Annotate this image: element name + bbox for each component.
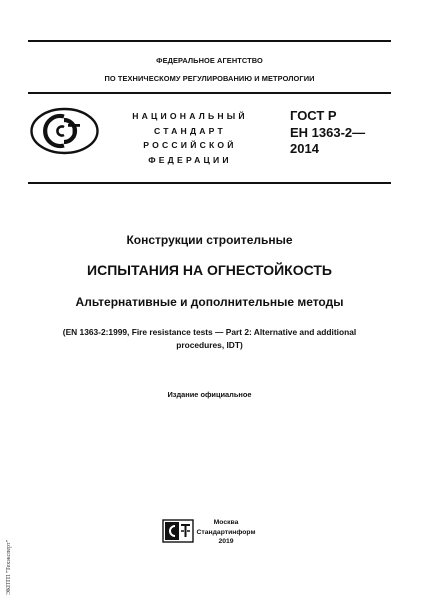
national-line-4: ФЕДЕРАЦИИ bbox=[148, 154, 232, 165]
edition-label: Издание официальное bbox=[167, 390, 252, 399]
national-line-3: РОССИЙСКОЙ bbox=[143, 140, 237, 150]
equivalence-line-2: procedures, IDT) bbox=[176, 340, 243, 350]
equivalence-line-1: (EN 1363-2:1999, Fire resistance tests — Part 2: Alternative and additional bbox=[62, 327, 357, 337]
top-divider bbox=[28, 40, 391, 42]
publisher-imprint bbox=[196, 518, 256, 547]
side-watermark-note: ЭКПТП "Техэксперт" bbox=[6, 539, 12, 595]
standartinform-logo-icon bbox=[162, 519, 194, 543]
agency-name-line-2: ПО ТЕХНИЧЕСКОМУ РЕГУЛИРОВАНИЮ И МЕТРОЛОГИИ bbox=[104, 74, 315, 83]
national-line-1: НАЦИОНАЛЬНЫЙ bbox=[132, 111, 248, 121]
national-line-2: СТАНДАРТ bbox=[154, 125, 226, 136]
document-title-main: ИСПЫТАНИЯ НА ОГНЕСТОЙКОСТЬ bbox=[87, 262, 332, 278]
agency-name-line-1: ФЕДЕРАЛЬНОЕ АГЕНТСТВО bbox=[156, 56, 263, 65]
publisher-city: Москва bbox=[213, 519, 239, 526]
standard-code-line-1: ГОСТ Р bbox=[290, 108, 337, 123]
document-title-line-1: Конструкции строительные bbox=[126, 233, 293, 247]
standard-designation bbox=[290, 108, 400, 158]
publisher-name: Стандартинформ bbox=[196, 528, 256, 536]
national-standard-caption bbox=[110, 109, 270, 167]
document-title-subtitle: Альтернативные и дополнительные методы bbox=[75, 295, 344, 309]
standard-code-line-2: ЕН 1363-2— bbox=[290, 124, 366, 140]
standard-code-line-3: 2014 bbox=[290, 141, 319, 156]
middle-divider bbox=[28, 92, 391, 94]
bottom-divider bbox=[28, 182, 391, 184]
international-equivalence-note bbox=[40, 326, 379, 352]
publication-year: 2019 bbox=[218, 538, 234, 545]
gost-r-certification-mark-icon bbox=[28, 106, 101, 156]
